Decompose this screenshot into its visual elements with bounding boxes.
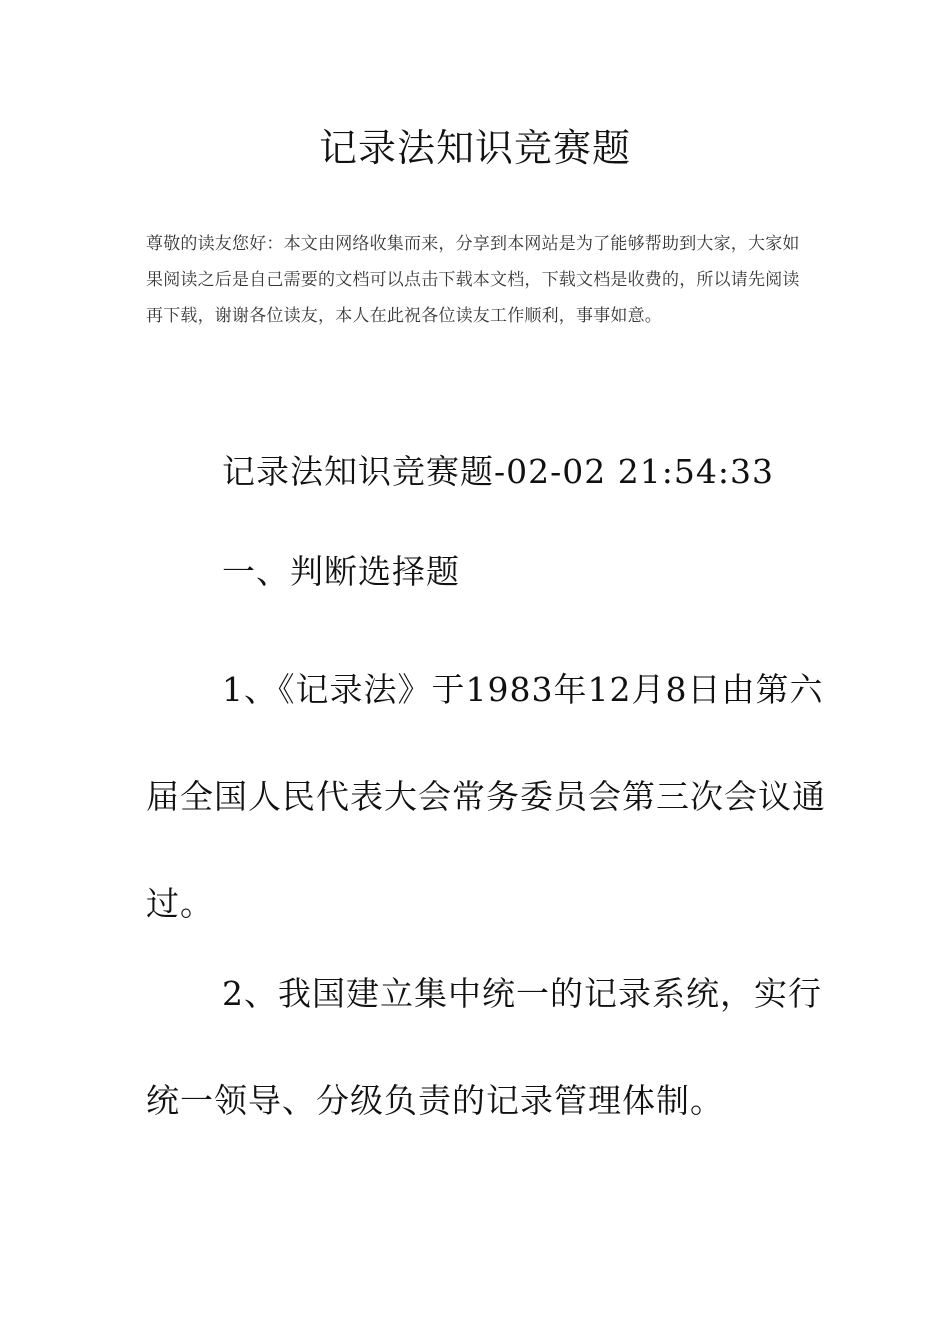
- section-heading: 一、判断选择题: [222, 552, 460, 591]
- quiz-subtitle: 记录法知识竞赛题-02-02 21:54:33: [222, 452, 774, 491]
- quiz-item-2: 2、我国建立集中统一的记录系统，实行统一领导、分级负责的记录管理体制。: [146, 974, 822, 1120]
- reader-notice: 尊敬的读友您好：本文由网络收集而来，分享到本网站是为了能够帮助到大家，大家如果阅读之后是自己需要的文档可以点击下载本文档，下载文档是收费的，所以请先阅读再下载，谢谢各位读友，本人在此祝各位读友工作顺利，事事如意。: [146, 234, 800, 326]
- quiz-item-1: 1、《记录法》于1983年12月8日由第六届全国人民代表大会常务委员会第三次会议通过。: [146, 670, 826, 923]
- document-title: 记录法知识竞赛题: [318, 126, 631, 170]
